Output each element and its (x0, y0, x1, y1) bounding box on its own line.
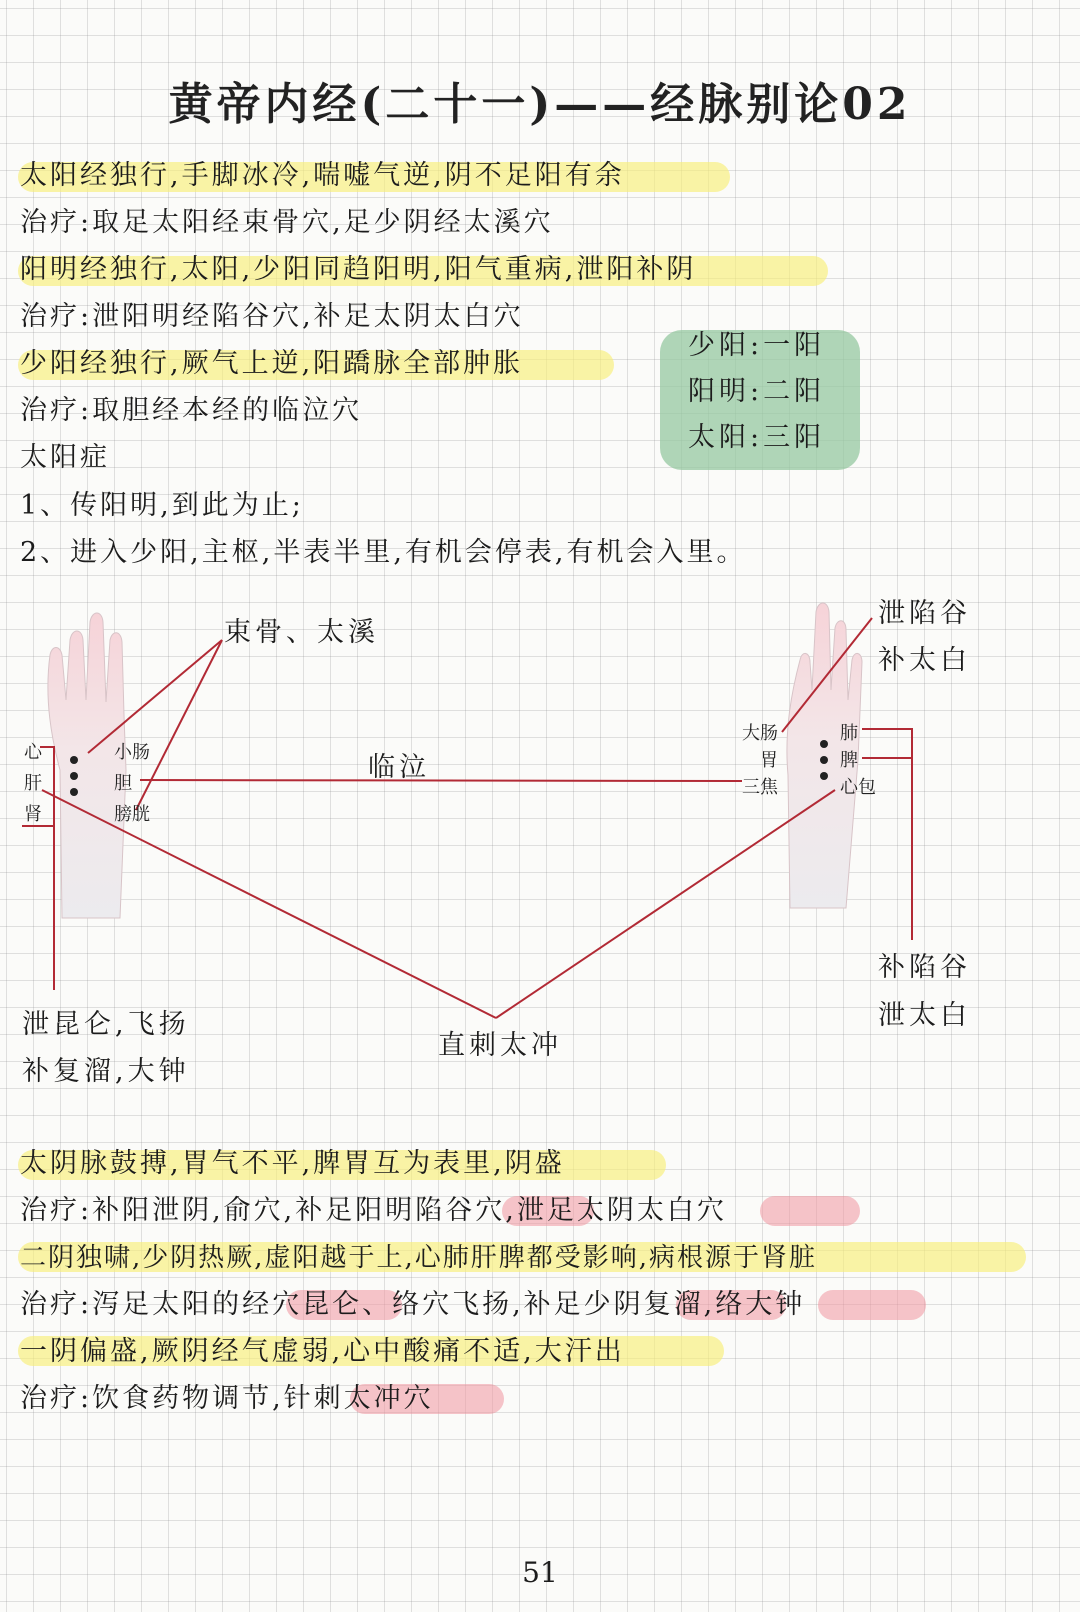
text-line: 治疗:取足太阳经束骨穴,足少阴经太溪穴 (20, 207, 554, 238)
text-line: 治疗:泻足太阳的经穴昆仑、络穴飞扬,补足少阴复溜,络大钟 (20, 1289, 806, 1320)
organ-label: 膀胱 (114, 804, 150, 825)
page-number: 51 (522, 1556, 558, 1589)
organ-label: 肝 (24, 773, 42, 794)
text-line: 治疗:泄阳明经陷谷穴,补足太阴太白穴 (20, 301, 524, 332)
page-title: 黄帝内经(二十一)——经脉别论02 (168, 79, 912, 130)
text-line: 治疗:补阳泄阴,俞穴,补足阳明陷谷穴,泄足太阴太白穴 (20, 1195, 727, 1226)
highlight-pink (818, 1290, 926, 1320)
text-line: 太阳症 (20, 442, 110, 473)
acupoint-dots (70, 740, 828, 796)
organ-label: 胃 (760, 750, 778, 771)
note-bottom-right: 补陷谷 (878, 952, 971, 983)
organ-label: 胆 (114, 773, 132, 794)
note-top-right: 泄陷谷 (878, 598, 971, 629)
text-line: 太阳经独行,手脚冰冷,喘嘘气逆,阴不足阳有余 (20, 160, 625, 191)
organ-label: 大肠 (742, 723, 778, 744)
organ-label: 脾 (840, 750, 858, 771)
green-note-line: 阳明:二阳 (688, 376, 826, 407)
text-line: 2、进入少阳,主枢,半表半里,有机会停表,有机会入里。 (20, 537, 747, 568)
organ-label: 心 (24, 742, 42, 763)
note-taichong: 直刺太冲 (438, 1030, 562, 1061)
note-bottom-left: 泄昆仑,飞扬 (22, 1009, 190, 1040)
note-bottom-right: 泄太白 (878, 1000, 971, 1031)
organ-label: 肾 (24, 804, 42, 825)
text-line: 治疗:饮食药物调节,针刺太冲穴 (20, 1383, 434, 1414)
connector-lines (22, 618, 912, 1018)
text-line: 1、传阳明,到此为止; (20, 490, 304, 521)
organ-label: 心包 (840, 777, 876, 798)
text-line: 阳明经独行,太阳,少阳同趋阳明,阳气重病,泄阳补阴 (20, 254, 697, 285)
green-note-line: 少阳:一阳 (688, 330, 826, 361)
text-line: 太阴脉鼓搏,胃气不平,脾胃互为表里,阴盛 (20, 1148, 565, 1179)
text-line: 治疗:取胆经本经的临泣穴 (20, 395, 363, 426)
highlight-pink (760, 1196, 860, 1226)
note-top-right: 补太白 (878, 645, 971, 676)
note-linqi: 临泣 (368, 752, 430, 783)
note-shugu-taixi: 束骨、太溪 (224, 617, 379, 648)
left-hand-illustration (48, 613, 126, 918)
organ-label: 肺 (840, 723, 858, 744)
text-line: 少阳经独行,厥气上逆,阳蹻脉全部肿胀 (20, 348, 524, 379)
organ-label: 三焦 (742, 777, 778, 798)
organ-label: 小肠 (114, 742, 150, 763)
text-line: 一阴偏盛,厥阴经气虚弱,心中酸痛不适,大汗出 (20, 1336, 625, 1367)
note-bottom-left: 补复溜,大钟 (22, 1056, 190, 1087)
green-note-line: 太阳:三阳 (688, 422, 826, 453)
text-line: 二阴独啸,少阴热厥,虚阳越于上,心肺肝脾都受影响,病根源于肾脏 (20, 1243, 818, 1273)
